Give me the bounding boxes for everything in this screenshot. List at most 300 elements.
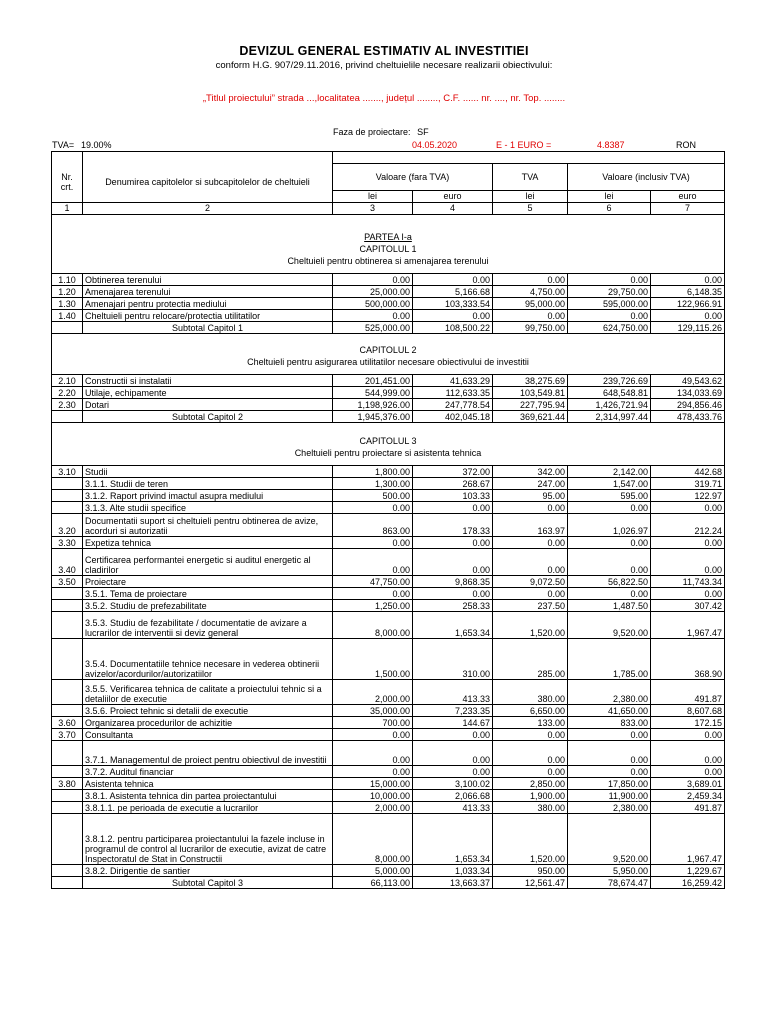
value-euro: 413.33 [413, 679, 493, 704]
row-number [52, 740, 83, 765]
value-lei: 700.00 [333, 716, 413, 728]
total-lei: 2,380.00 [568, 801, 651, 813]
total-lei: 5,950.00 [568, 864, 651, 876]
row-number: 3.80 [52, 777, 83, 789]
row-name: 3.5.3. Studiu de fezabilitate / documentatie de avizare a lucrarilor de interventii si deviz general [83, 611, 333, 638]
total-euro: 0.00 [651, 548, 725, 575]
row-number: 3.10 [52, 465, 83, 477]
row-number: 3.40 [52, 548, 83, 575]
total-lei: 0.00 [568, 548, 651, 575]
row-number: 1.40 [52, 309, 83, 321]
value-lei: 0.00 [333, 587, 413, 599]
col-lei-header: lei [493, 190, 568, 202]
table-row [52, 297, 725, 309]
value-euro: 2,066.68 [413, 789, 493, 801]
total-lei: 1,547.00 [568, 477, 651, 489]
value-euro: 268.67 [413, 477, 493, 489]
value-euro: 0.00 [413, 728, 493, 740]
table-row [52, 501, 725, 513]
table-row [52, 273, 725, 285]
chapter-heading [52, 214, 725, 273]
value-lei: 8,000.00 [333, 611, 413, 638]
col-index: 3 [333, 202, 413, 214]
value-euro: 258.33 [413, 599, 493, 611]
row-name: Organizarea procedurilor de achizitie [83, 716, 333, 728]
tva-lei: 1,900.00 [493, 789, 568, 801]
tva-value: 19.00% [81, 140, 112, 150]
value-euro: 0.00 [413, 501, 493, 513]
tva-lei: 0.00 [493, 587, 568, 599]
value-euro: 372.00 [413, 465, 493, 477]
total-euro: 122,966.91 [651, 297, 725, 309]
total-lei: 29,750.00 [568, 285, 651, 297]
value-lei: 35,000.00 [333, 704, 413, 716]
tva-lei: 6,650.00 [493, 704, 568, 716]
value-lei: 1,945,376.00 [333, 410, 413, 422]
total-lei: 2,380.00 [568, 679, 651, 704]
row-name: 3.8.1.2. pentru participarea proiectantului la fazele incluse in programul de control al lucrarilor de executie, avizat de catre Inspectoratul de Stat in Constructii [83, 813, 333, 864]
table-row [52, 801, 725, 813]
table-row [52, 765, 725, 777]
total-lei: 0.00 [568, 587, 651, 599]
value-euro: 402,045.18 [413, 410, 493, 422]
chapter-description: Cheltuieli pentru proiectare si asistenta tehnica [294, 447, 482, 458]
row-number [52, 789, 83, 801]
total-euro: 1,967.47 [651, 611, 725, 638]
row-name: Expetiza tehnica [83, 536, 333, 548]
total-lei: 0.00 [568, 536, 651, 548]
value-euro: 178.33 [413, 513, 493, 536]
tva-lei: 9,072.50 [493, 575, 568, 587]
total-lei: 0.00 [568, 273, 651, 285]
euro-rate: 4.8387 [597, 140, 625, 150]
chapter-heading [52, 333, 725, 374]
exchange-date: 04.05.2020 [412, 140, 458, 150]
table-row [52, 777, 725, 789]
row-name: 3.7.1. Managementul de proiect pentru obiectivul de investitii [83, 740, 333, 765]
value-lei: 0.00 [333, 309, 413, 321]
project-title-line: „Titlul proiectului” strada ...,localitatea ......., județul ........, C.F. ...... nr. ...., nr. Top. ........ [202, 93, 566, 104]
total-euro: 319.71 [651, 477, 725, 489]
total-lei: 17,850.00 [568, 777, 651, 789]
row-number [52, 801, 83, 813]
tva-lei: 380.00 [493, 801, 568, 813]
row-number: 2.20 [52, 386, 83, 398]
chapter-label: CAPITOLUL 3 [359, 435, 417, 446]
value-lei: 5,000.00 [333, 864, 413, 876]
row-number: 2.30 [52, 398, 83, 410]
total-euro: 491.87 [651, 679, 725, 704]
chapter-heading [52, 422, 725, 465]
row-number: 1.10 [52, 273, 83, 285]
col-val-tva-header: Valoare (inclusiv TVA) [568, 163, 725, 190]
row-number [52, 410, 83, 422]
total-lei: 11,900.00 [568, 789, 651, 801]
total-lei: 0.00 [568, 765, 651, 777]
row-name: Amenajarea terenului [83, 285, 333, 297]
header-index-row [52, 202, 725, 214]
value-lei: 1,500.00 [333, 638, 413, 679]
tva-lei: 0.00 [493, 501, 568, 513]
value-euro: 103,333.54 [413, 297, 493, 309]
total-lei: 56,822.50 [568, 575, 651, 587]
value-lei: 1,300.00 [333, 477, 413, 489]
row-number: 3.20 [52, 513, 83, 536]
tva-lei: 12,561.47 [493, 876, 568, 888]
part-label: PARTEA I-a [364, 231, 412, 242]
value-euro: 103.33 [413, 489, 493, 501]
col-nr-header: Nr. crt. [52, 163, 83, 202]
col-euro-header: euro [651, 190, 725, 202]
tva-lei: 0.00 [493, 765, 568, 777]
row-number: 3.30 [52, 536, 83, 548]
document-subtitle: conform H.G. 907/29.11.2016, privind cheltuielile necesare realizarii obiectivului: [215, 60, 553, 71]
row-name: 3.1.1. Studii de teren [83, 477, 333, 489]
chapter-heading-row [52, 214, 725, 273]
row-name: Amenajari pentru protectia mediului [83, 297, 333, 309]
row-number: 3.50 [52, 575, 83, 587]
value-euro: 413.33 [413, 801, 493, 813]
total-euro: 8,607.68 [651, 704, 725, 716]
total-lei: 1,026.97 [568, 513, 651, 536]
tva-lei: 1,520.00 [493, 813, 568, 864]
total-lei: 648,548.81 [568, 386, 651, 398]
value-euro: 310.00 [413, 638, 493, 679]
tva-lei: 380.00 [493, 679, 568, 704]
value-lei: 1,198,926.00 [333, 398, 413, 410]
value-lei: 500,000.00 [333, 297, 413, 309]
total-euro: 442.68 [651, 465, 725, 477]
total-euro: 134,033.69 [651, 386, 725, 398]
row-name: Obtinerea terenului [83, 273, 333, 285]
value-lei: 15,000.00 [333, 777, 413, 789]
row-number [52, 704, 83, 716]
col-lei-header: lei [333, 190, 413, 202]
total-euro: 0.00 [651, 309, 725, 321]
chapter-label: CAPITOLUL 1 [359, 243, 417, 254]
faza-label: Faza de proiectare: [333, 127, 411, 137]
tva-lei: 0.00 [493, 740, 568, 765]
row-number [52, 638, 83, 679]
row-number [52, 587, 83, 599]
tva-lei: 369,621.44 [493, 410, 568, 422]
row-number [52, 864, 83, 876]
total-euro: 0.00 [651, 587, 725, 599]
row-name: Constructii si instalatii [83, 374, 333, 386]
total-euro: 0.00 [651, 740, 725, 765]
table-row [52, 477, 725, 489]
value-lei: 0.00 [333, 548, 413, 575]
total-euro: 2,459.34 [651, 789, 725, 801]
row-name: 3.8.1.1. pe perioada de executie a lucrarilor [83, 801, 333, 813]
row-name: Utilaje, echipamente [83, 386, 333, 398]
col-index: 5 [493, 202, 568, 214]
faza-value: SF [417, 127, 429, 137]
table-row [52, 386, 725, 398]
row-name: 3.5.4. Documentatiile tehnice necesare in vederea obtinerii avizelor/acordurilor/autorizatiilor [83, 638, 333, 679]
value-euro: 108,500.22 [413, 321, 493, 333]
table-row [52, 536, 725, 548]
header-row-1 [52, 163, 725, 190]
value-euro: 3,100.02 [413, 777, 493, 789]
total-euro: 307.42 [651, 599, 725, 611]
total-euro: 368.90 [651, 638, 725, 679]
total-lei: 9,520.00 [568, 813, 651, 864]
row-number [52, 321, 83, 333]
col-index: 2 [83, 202, 333, 214]
chapter-label: CAPITOLUL 2 [359, 344, 417, 355]
tva-lei: 4,750.00 [493, 285, 568, 297]
tva-lei: 0.00 [493, 728, 568, 740]
row-name: 3.8.2. Dirigentie de santier [83, 864, 333, 876]
table-row [52, 864, 725, 876]
total-lei: 833.00 [568, 716, 651, 728]
table-row [52, 489, 725, 501]
table-row [52, 587, 725, 599]
tva-lei: 0.00 [493, 536, 568, 548]
row-number [52, 611, 83, 638]
row-number [52, 599, 83, 611]
table-row [52, 309, 725, 321]
subtotal-row [52, 410, 725, 422]
total-euro: 0.00 [651, 765, 725, 777]
value-euro: 7,233.35 [413, 704, 493, 716]
total-lei: 595,000.00 [568, 297, 651, 309]
total-euro: 0.00 [651, 273, 725, 285]
table-row [52, 789, 725, 801]
value-lei: 1,250.00 [333, 599, 413, 611]
table-row [52, 513, 725, 536]
row-name: 3.7.2. Auditul financiar [83, 765, 333, 777]
tva-lei: 95.00 [493, 489, 568, 501]
table-row [52, 704, 725, 716]
total-lei: 0.00 [568, 740, 651, 765]
row-number [52, 813, 83, 864]
chapter-description: Cheltuieli pentru asigurarea utilitatilor necesare obiectivului de investitii [247, 356, 529, 367]
tva-lei: 1,520.00 [493, 611, 568, 638]
currency-label: RON [676, 140, 696, 150]
chapter-heading-row [52, 333, 725, 374]
value-euro: 13,663.37 [413, 876, 493, 888]
total-euro: 172.15 [651, 716, 725, 728]
row-name: Cheltuieli pentru relocare/protectia utilitatilor [83, 309, 333, 321]
tva-lei: 99,750.00 [493, 321, 568, 333]
row-name: 3.5.6. Proiect tehnic si detalii de executie [83, 704, 333, 716]
table-row [52, 465, 725, 477]
chapter-heading-row [52, 422, 725, 465]
total-lei: 0.00 [568, 728, 651, 740]
total-lei: 239,726.69 [568, 374, 651, 386]
value-euro: 0.00 [413, 309, 493, 321]
value-lei: 201,451.00 [333, 374, 413, 386]
col-euro-header: euro [413, 190, 493, 202]
total-lei: 78,674.47 [568, 876, 651, 888]
table-row [52, 548, 725, 575]
subtotal-row [52, 876, 725, 888]
total-euro: 1,229.67 [651, 864, 725, 876]
value-lei: 66,113.00 [333, 876, 413, 888]
row-number [52, 501, 83, 513]
row-name: 3.5.5. Verificarea tehnica de calitate a proiectului tehnic si a detaliilor de executie [83, 679, 333, 704]
total-euro: 3,689.01 [651, 777, 725, 789]
total-euro: 122.97 [651, 489, 725, 501]
table-row [52, 638, 725, 679]
col-tva-header: TVA [493, 163, 568, 190]
tva-lei: 0.00 [493, 273, 568, 285]
row-number: 2.10 [52, 374, 83, 386]
value-lei: 2,000.00 [333, 801, 413, 813]
value-lei: 25,000.00 [333, 285, 413, 297]
table-row [52, 374, 725, 386]
row-name: Dotari [83, 398, 333, 410]
total-lei: 624,750.00 [568, 321, 651, 333]
document-title: DEVIZUL GENERAL ESTIMATIV AL INVESTITIEI [239, 44, 529, 58]
budget-table [51, 151, 725, 889]
tva-lei: 285.00 [493, 638, 568, 679]
table-row [52, 611, 725, 638]
value-lei: 0.00 [333, 501, 413, 513]
total-euro: 49,543.62 [651, 374, 725, 386]
subtotal-label: Subtotal Capitol 2 [83, 410, 333, 422]
tva-lei: 247.00 [493, 477, 568, 489]
tva-lei: 133.00 [493, 716, 568, 728]
value-lei: 0.00 [333, 740, 413, 765]
row-name: Certificarea performantei energetic si auditul energetic al cladirilor [83, 548, 333, 575]
col-lei-header: lei [568, 190, 651, 202]
row-name: 3.5.1. Tema de proiectare [83, 587, 333, 599]
col-index: 1 [52, 202, 83, 214]
value-euro: 1,653.34 [413, 813, 493, 864]
total-lei: 1,487.50 [568, 599, 651, 611]
row-number: 3.60 [52, 716, 83, 728]
value-euro: 0.00 [413, 548, 493, 575]
value-euro: 0.00 [413, 740, 493, 765]
chapter-description: Cheltuieli pentru obtinerea si amenajarea terenului [287, 255, 489, 266]
value-euro: 112,633.35 [413, 386, 493, 398]
total-euro: 6,148.35 [651, 285, 725, 297]
value-lei: 0.00 [333, 728, 413, 740]
total-euro: 16,259.42 [651, 876, 725, 888]
tva-lei: 0.00 [493, 548, 568, 575]
value-lei: 0.00 [333, 536, 413, 548]
tva-lei: 950.00 [493, 864, 568, 876]
table-row [52, 285, 725, 297]
row-name: Asistenta tehnica [83, 777, 333, 789]
value-lei: 525,000.00 [333, 321, 413, 333]
subtotal-label: Subtotal Capitol 1 [83, 321, 333, 333]
col-index: 7 [651, 202, 725, 214]
value-euro: 41,633.29 [413, 374, 493, 386]
total-euro: 491.87 [651, 801, 725, 813]
value-lei: 10,000.00 [333, 789, 413, 801]
total-euro: 11,743.34 [651, 575, 725, 587]
col-name-header: Denumirea capitolelor si subcapitolelor de cheltuieli [83, 163, 333, 202]
row-name: 3.8.1. Asistenta tehnica din partea proiectantului [83, 789, 333, 801]
row-number: 1.20 [52, 285, 83, 297]
row-name: Proiectare [83, 575, 333, 587]
value-euro: 0.00 [413, 536, 493, 548]
table-row [52, 679, 725, 704]
table-row [52, 728, 725, 740]
subtotal-label: Subtotal Capitol 3 [83, 876, 333, 888]
value-euro: 0.00 [413, 273, 493, 285]
row-name: Documentatii suport si cheltuieli pentru obtinerea de avize, acorduri si autorizatii [83, 513, 333, 536]
value-lei: 0.00 [333, 273, 413, 285]
value-euro: 0.00 [413, 765, 493, 777]
row-number [52, 765, 83, 777]
table-row [52, 716, 725, 728]
value-euro: 0.00 [413, 587, 493, 599]
total-euro: 478,433.76 [651, 410, 725, 422]
total-euro: 129,115.26 [651, 321, 725, 333]
value-euro: 9,868.35 [413, 575, 493, 587]
tva-lei: 227,795.94 [493, 398, 568, 410]
row-name: 3.1.2. Raport privind imactul asupra mediului [83, 489, 333, 501]
row-number: 1.30 [52, 297, 83, 309]
total-euro: 294,856.46 [651, 398, 725, 410]
row-name: Studii [83, 465, 333, 477]
tva-lei: 0.00 [493, 309, 568, 321]
tva-label: TVA= [52, 140, 75, 150]
table-row [52, 398, 725, 410]
tva-lei: 163.97 [493, 513, 568, 536]
value-euro: 144.67 [413, 716, 493, 728]
value-lei: 47,750.00 [333, 575, 413, 587]
table-row [52, 813, 725, 864]
tva-lei: 237.50 [493, 599, 568, 611]
tva-lei: 95,000.00 [493, 297, 568, 309]
row-name: Consultanta [83, 728, 333, 740]
total-euro: 0.00 [651, 536, 725, 548]
table-row [52, 599, 725, 611]
table-row [52, 575, 725, 587]
col-val-no-tva-header: Valoare (fara TVA) [333, 163, 493, 190]
faza-proiectare [333, 127, 429, 137]
value-lei: 500.00 [333, 489, 413, 501]
total-lei: 9,520.00 [568, 611, 651, 638]
value-euro: 247,778.54 [413, 398, 493, 410]
total-lei: 0.00 [568, 501, 651, 513]
value-euro: 1,653.34 [413, 611, 493, 638]
value-lei: 8,000.00 [333, 813, 413, 864]
value-lei: 2,000.00 [333, 679, 413, 704]
total-lei: 2,314,997.44 [568, 410, 651, 422]
header-spacer-row [52, 152, 725, 164]
row-number [52, 679, 83, 704]
total-euro: 1,967.47 [651, 813, 725, 864]
total-lei: 1,785.00 [568, 638, 651, 679]
tva-lei: 2,850.00 [493, 777, 568, 789]
tva-lei: 103,549.81 [493, 386, 568, 398]
value-lei: 863.00 [333, 513, 413, 536]
total-euro: 0.00 [651, 501, 725, 513]
total-lei: 1,426,721.94 [568, 398, 651, 410]
value-lei: 1,800.00 [333, 465, 413, 477]
total-lei: 2,142.00 [568, 465, 651, 477]
row-number: 3.70 [52, 728, 83, 740]
row-number [52, 489, 83, 501]
col-index: 6 [568, 202, 651, 214]
total-euro: 212.24 [651, 513, 725, 536]
value-euro: 5,166.68 [413, 285, 493, 297]
row-number [52, 477, 83, 489]
total-lei: 595.00 [568, 489, 651, 501]
subtotal-row [52, 321, 725, 333]
row-name: 3.1.3. Alte studii specifice [83, 501, 333, 513]
total-lei: 41,650.00 [568, 704, 651, 716]
row-number [52, 876, 83, 888]
value-lei: 544,999.00 [333, 386, 413, 398]
